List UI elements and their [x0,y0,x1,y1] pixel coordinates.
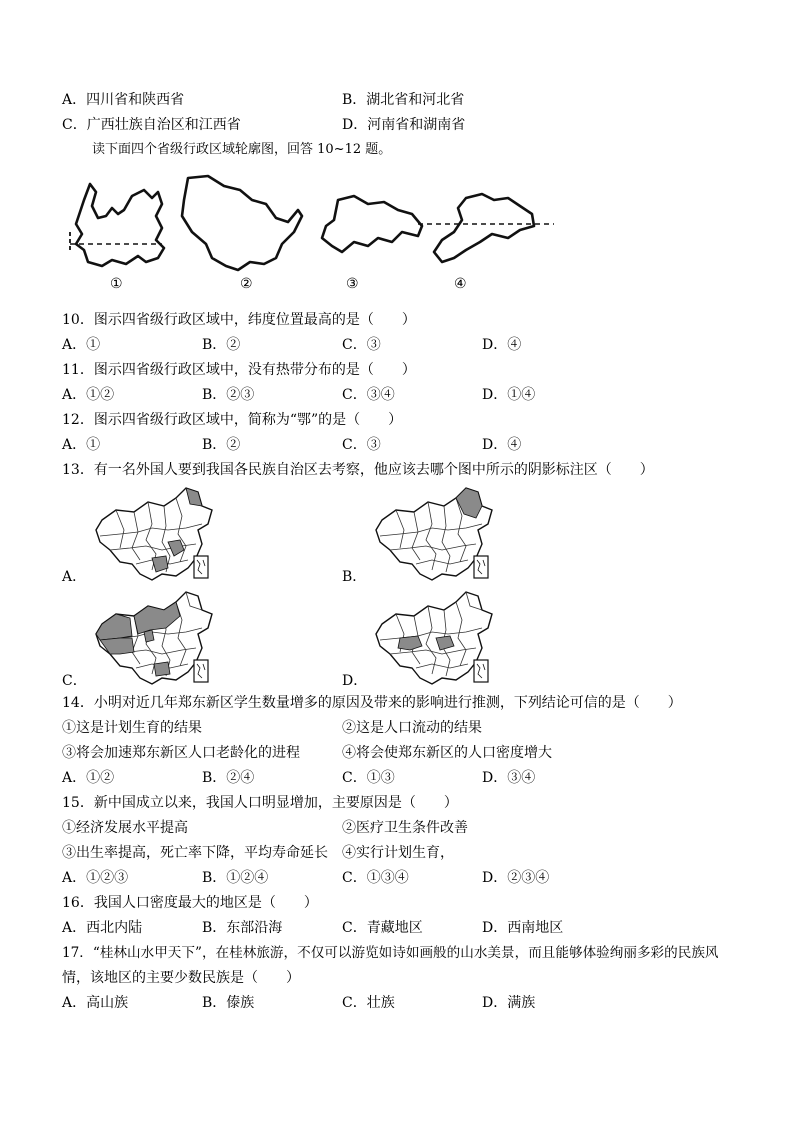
q13-label-a: A． [62,569,87,585]
q12-option-d: D．④ [482,437,522,453]
q10-option-b: B．② [202,337,241,353]
question-11: 11．图示四省级行政区域中，没有热带分布的是（ ） [62,362,416,378]
q11-option-b: B．②③ [202,387,255,403]
q14-item-2: ②这是人口流动的结果 [342,720,482,736]
q14-item-3: ③将会加速郑东新区人口老龄化的进程 [62,745,300,761]
intro-text: 读下面四个省级行政区域轮廓图，回答 10~12 题。 [92,142,392,157]
q16-option-a: A．西北内陆 [62,920,143,936]
q12-option-a: A．① [62,437,101,453]
outline-label-4: ④ [454,276,467,292]
q16-option-c: C．青藏地区 [342,920,423,936]
q15-item-4: ④实行计划生育， [342,845,454,861]
q15-option-c: C．①③④ [342,870,409,886]
q14-option-d: D．③④ [482,770,536,786]
q15-option-b: B．①②④ [202,870,269,886]
q16-option-b: B．东部沿海 [202,920,283,936]
question-15: 15．新中国成立以来，我国人口明显增加，主要原因是（ ） [62,795,458,811]
q17-option-b: B．傣族 [202,995,255,1011]
q10-option-a: A．① [62,337,101,353]
q11-option-d: D．①④ [482,387,536,403]
outline-label-3: ③ [346,276,359,292]
q11-option-a: A．①② [62,387,115,403]
outline-4 [434,194,534,262]
outline-2 [182,176,302,270]
question-16: 16．我国人口密度最大的地区是（ ） [62,895,318,911]
q13-label-d: D． [342,673,368,689]
q14-option-c: C．①③ [342,770,395,786]
question-12: 12．图示四省级行政区域中，简称为“鄂”的是（ ） [62,412,403,428]
q9-option-a: A．四川省和陕西省 [62,92,185,108]
question-13: 13．有一名外国人要到我国各民族自治区去考察，他应该去哪个图中所示的阴影标注区（ ） [62,462,654,478]
q12-option-b: B．② [202,437,241,453]
q15-item-1: ①经济发展水平提高 [62,820,188,836]
q15-item-3: ③出生率提高，死亡率下降，平均寿命延长 [62,845,328,861]
china-map-a[interactable] [90,484,216,584]
q15-option-d: D．②③④ [482,870,550,886]
q16-option-d: D．西南地区 [482,920,564,936]
question-10: 10．图示四省级行政区域中，纬度位置最高的是（ ） [62,312,416,328]
q9-option-d: D．河南省和湖南省 [342,117,466,133]
q14-option-b: B．②④ [202,770,255,786]
q13-label-c: C． [62,673,87,689]
q10-option-d: D．④ [482,337,522,353]
q17-option-c: C．壮族 [342,995,395,1011]
q9-option-b: B．湖北省和河北省 [342,92,465,108]
outline-label-1: ① [110,276,123,292]
q11-option-c: C．③④ [342,387,395,403]
q14-option-a: A．①② [62,770,115,786]
q17-option-d: D．满族 [482,995,536,1011]
question-17-line-1: 17．“桂林山水甲天下”，在桂林旅游，不仅可以游览如诗如画般的山水美景，而且能够体验绚丽多彩的民族风 [62,945,719,961]
china-map-b[interactable] [370,484,496,584]
q14-item-1: ①这是计划生育的结果 [62,720,202,736]
outline-1 [76,184,164,266]
q15-option-a: A．①②③ [62,870,129,886]
q15-item-2: ②医疗卫生条件改善 [342,820,468,836]
q10-option-c: C．③ [342,337,381,353]
outline-label-2: ② [240,276,253,292]
q13-label-b: B． [342,569,367,585]
question-17-line-2: 情，该地区的主要少数民族是（ ） [62,970,300,986]
question-14: 14．小明对近几年郑东新区学生数量增多的原因及带来的影响进行推测，下列结论可信的是（ ） [62,695,682,711]
q9-option-c: C．广西壮族自治区和江西省 [62,117,241,133]
china-map-c[interactable] [90,588,216,688]
q14-item-4: ④将会使郑东新区的人口密度增大 [342,745,552,761]
china-map-d[interactable] [370,588,496,688]
q12-option-c: C．③ [342,437,381,453]
outline-3 [322,196,422,252]
q17-option-a: A．高山族 [62,995,129,1011]
province-outlines [62,170,562,300]
